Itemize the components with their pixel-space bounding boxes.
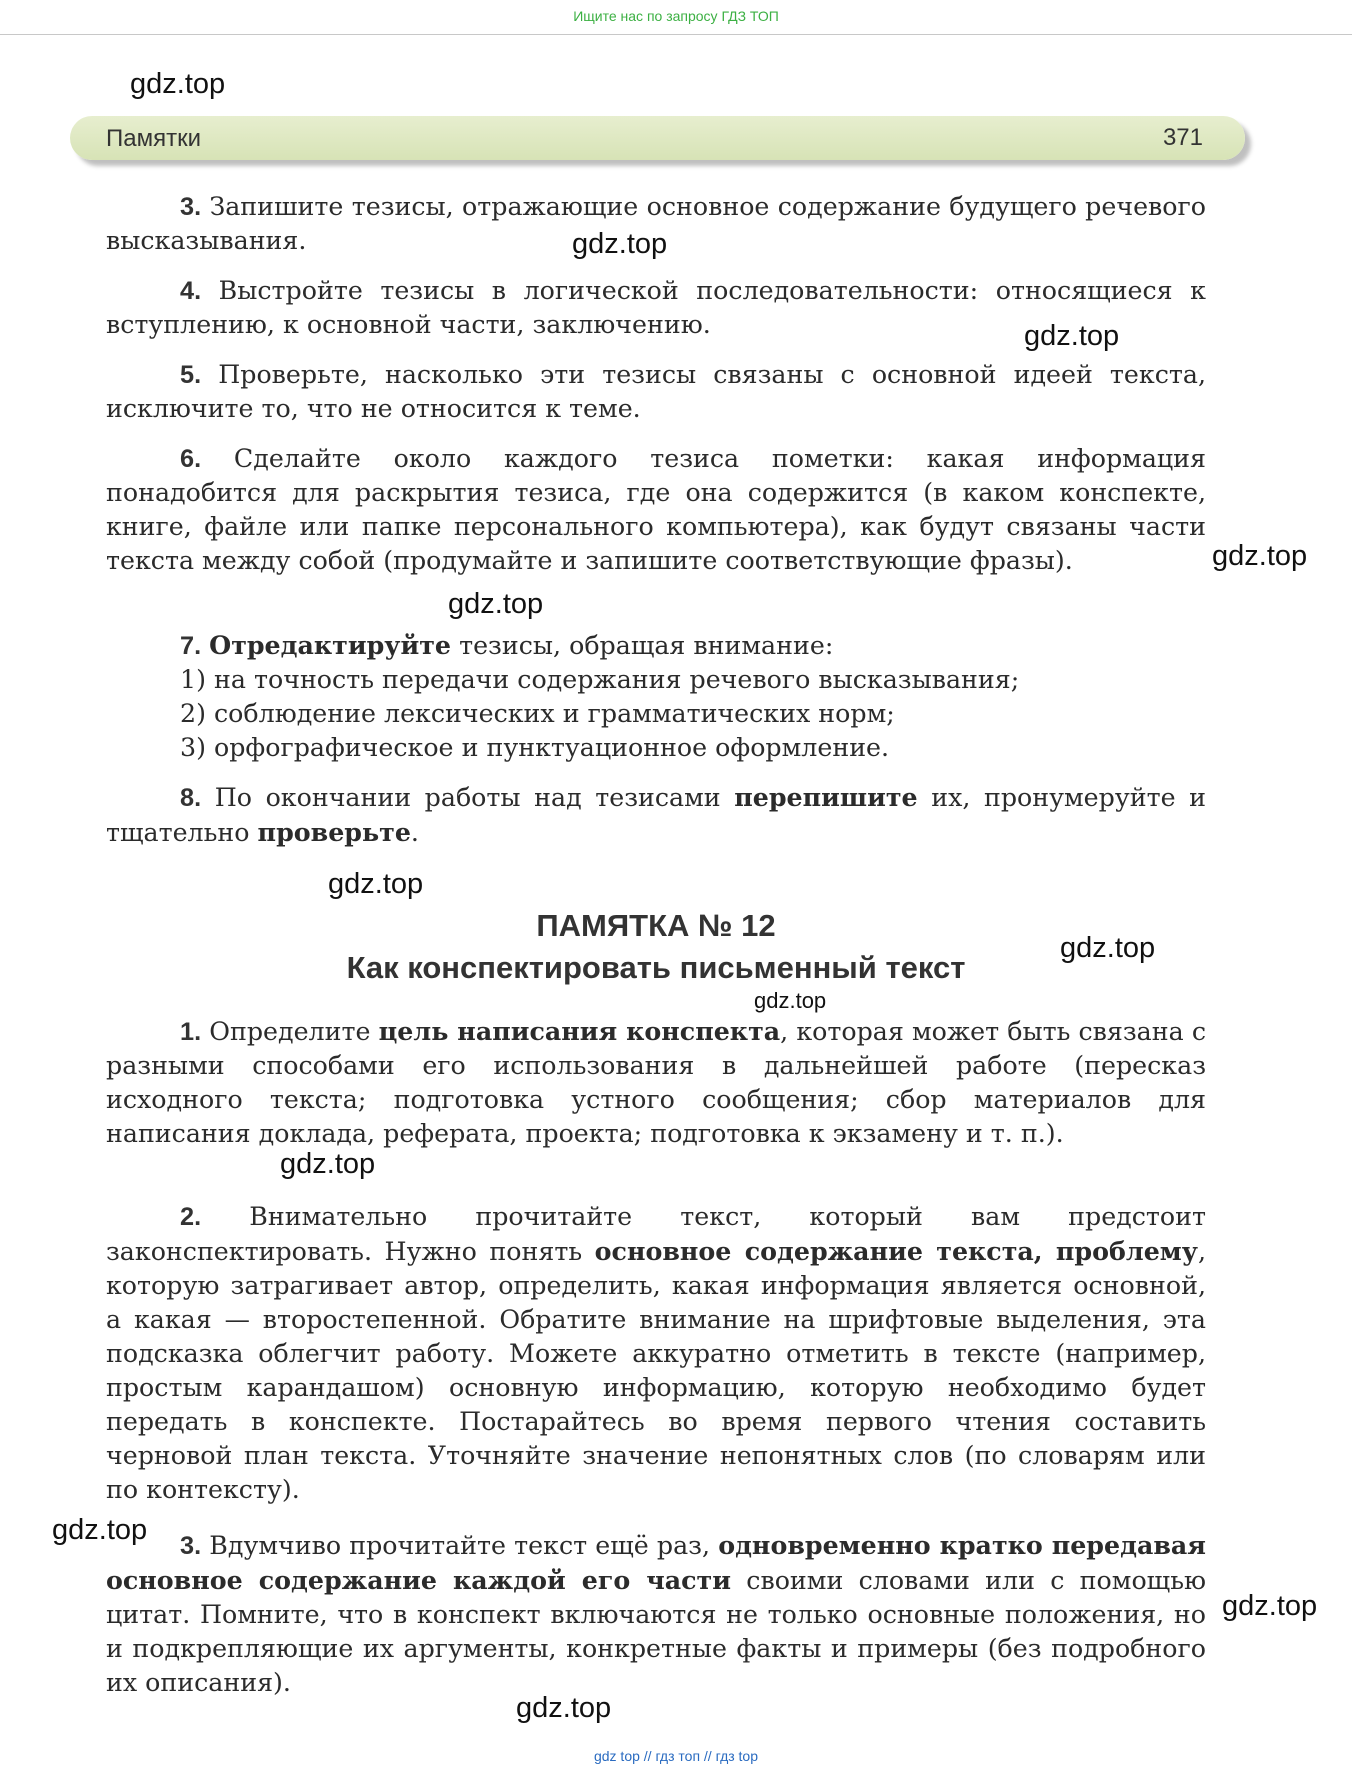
- watermark: gdz.top: [516, 1692, 612, 1724]
- item-text: , которая может быть связана с разными способами его использования в дальнейшей работе (пересказ исходного текста; подготовка устного сообщения; сбор материалов для написания доклада, реферата, проекта; подготовка к экзамену и т. п.).: [106, 1017, 1206, 1148]
- item-7: [106, 628, 1206, 765]
- watermark: gdz.top: [130, 68, 226, 100]
- memo-title: ПАМЯТКА № 12: [536, 908, 776, 943]
- page-number: 371: [1162, 124, 1203, 151]
- item-text: своими словами или с помощью цитат. Помните, что в конспект включаются не только основные положения, но и подкрепляющие их аргументы, конкретные факты и примеры (без подробного их описания).: [106, 1566, 1206, 1697]
- item-text: Проверьте, насколько эти тезисы связаны с основной идеей текста, исключите то, что не относится к теме.: [106, 360, 1206, 423]
- item-number: 2.: [180, 1203, 202, 1231]
- watermark: gdz.top: [280, 1148, 376, 1180]
- memo-item-3: [106, 1528, 1206, 1700]
- item-number: 4.: [180, 277, 202, 305]
- section-title: Памятки: [106, 125, 201, 152]
- watermark: gdz.top: [52, 1514, 148, 1546]
- item-text: Сделайте около каждого тезиса пометки: какая информация понадобится для раскрытия тезиса, где она содержится (в каком конспекте, книге, файле или папке персонального компьютера), как будут связаны части текста между собой (продумайте и запишите соответствующие фразы).: [106, 444, 1206, 575]
- item-bold: перепишите: [734, 782, 918, 812]
- item-text: Вдумчиво прочитайте текст ещё раз,: [209, 1531, 711, 1560]
- sub-item-3: 3) орфографическое и пунктуационное оформление.: [180, 733, 890, 762]
- memo-item-2: [106, 1200, 1206, 1507]
- item-number: 6.: [180, 445, 202, 473]
- item-text: Определите: [209, 1017, 371, 1046]
- item-5: [106, 358, 1206, 426]
- sub-item-2: 2) соблюдение лексических и грамматических норм;: [180, 699, 895, 728]
- item-text: Выстройте тезисы в логической последовательности: относящиеся к вступлению, к основной части, заключению.: [106, 276, 1206, 339]
- item-number: 7.: [180, 632, 202, 660]
- item-8: [106, 780, 1206, 850]
- watermark: gdz.top: [572, 228, 668, 260]
- memo-subtitle: Как конспектировать письменный текст: [346, 950, 966, 985]
- watermark: gdz.top: [328, 868, 424, 900]
- item-text: Внимательно прочитайте текст, который вам предстоит законспектировать. Нужно понять: [106, 1202, 1206, 1266]
- item-number: 3.: [180, 1532, 202, 1560]
- item-text: , которую затрагивает автор, определить, какая информация является основной, а какая — второстепенной. Обратите внимание на шрифтовые выделения, эта подсказка облегчит работу. Можете аккуратно отметить в тексте (например, простым карандашом) основную информацию, которую необходимо будет передать в конспекте. Постарайтесь во время первого чтения составить черновой план текста. Уточняйте значение непонятных слов (по словарям или по контексту).: [106, 1237, 1206, 1504]
- item-text: По окончании работы над тезисами: [214, 783, 721, 812]
- watermark: gdz.top: [448, 588, 544, 620]
- watermark: gdz.top: [754, 988, 827, 1013]
- item-text: Запишите тезисы, отражающие основное содержание будущего речевого высказывания.: [106, 192, 1206, 255]
- item-bold: Отредактируйте: [209, 630, 452, 660]
- item-bold: одновременно кратко передавая основное содержание каждой его части: [106, 1530, 1206, 1595]
- item-bold: цель написания конспекта: [378, 1016, 781, 1046]
- top-banner-text: Ищите нас по запросу ГДЗ ТОП: [573, 8, 779, 24]
- item-number: 8.: [180, 784, 202, 812]
- sub-item-1: 1) на точность передачи содержания речевого высказывания;: [180, 665, 1020, 694]
- item-number: 5.: [180, 361, 202, 389]
- item-6: [106, 442, 1206, 578]
- watermark: gdz.top: [1212, 540, 1308, 572]
- watermark: gdz.top: [1024, 320, 1120, 352]
- item-bold: основное содержание текста, проблему: [594, 1236, 1198, 1266]
- item-text: их, пронумеруйте и тщательно: [106, 783, 1206, 847]
- item-number: 1.: [180, 1018, 202, 1046]
- watermark: gdz.top: [1222, 1590, 1318, 1622]
- item-text: .: [410, 818, 419, 847]
- top-banner: [0, 0, 1352, 35]
- item-text: тезисы, обращая внимание:: [459, 631, 834, 660]
- item-bold: проверьте: [257, 817, 411, 847]
- page-header: [70, 116, 1245, 160]
- item-number: 3.: [180, 193, 202, 221]
- memo-item-1: [106, 1014, 1206, 1151]
- watermark: gdz.top: [1060, 932, 1156, 964]
- footer-links[interactable]: gdz top // гдз топ // гдз top: [593, 1748, 759, 1764]
